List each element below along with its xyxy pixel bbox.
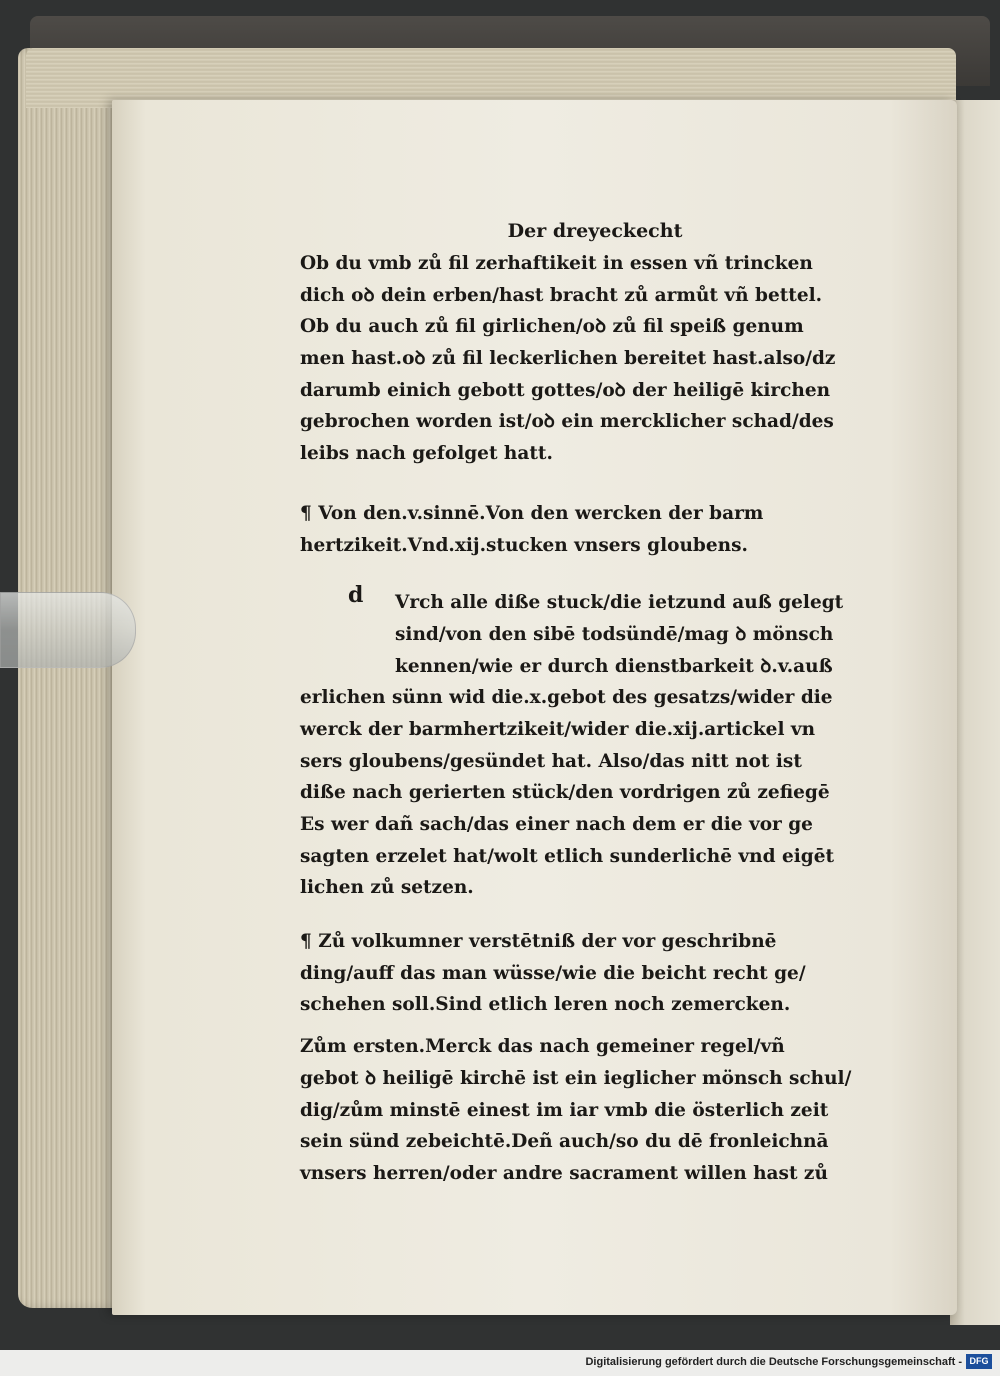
text-line: sind/von den sibē todsündē/mag ꝺ mönsch	[395, 623, 834, 645]
page-top-edges	[26, 48, 956, 108]
text-line: kennen/wie er durch dienstbarkeit ꝺ.v.auß	[395, 655, 833, 677]
funding-credit: Digitalisierung gefördert durch die Deutsche Forschungsgemeinschaft -	[585, 1356, 962, 1368]
text-line: sagten erzelet hat/wolt etlich sunderlichē vnd eigēt	[300, 845, 835, 867]
text-line: Ob du auch zů fil girlichen/oꝺ zů fil speiß genum	[300, 316, 804, 338]
section-heading-line: schehen soll.Sind etlich leren noch zemercken.	[300, 994, 791, 1016]
text-line: dich oꝺ dein erben/hast bracht zů armůt vñ bettel.	[300, 284, 823, 306]
text-line: gebrochen worden ist/oꝺ ein mercklicher schad/des	[300, 411, 834, 433]
page-text	[300, 214, 880, 1190]
text-line: sein sünd zebeichtē.Deñ auch/so du dē fronleichnā	[300, 1131, 829, 1153]
text-line: diße nach gerierten stück/den vordrigen zů zefiegē	[300, 782, 830, 804]
page-clamp	[0, 592, 136, 668]
facing-page	[950, 100, 1000, 1325]
text-line: Vrch alle diße stuck/die ietzund auß gelegt	[395, 592, 844, 614]
text-line: darumb einich gebott gottes/oꝺ der heiligē kirchen	[300, 379, 831, 401]
text-line: sers gloubens/gesündet hat. Also/das nitt not ist	[300, 750, 802, 772]
section-heading-line: ¶ Zů volkumner verstētniß der vor geschribnē	[300, 931, 777, 953]
text-line: vnsers herren/oder andre sacrament willen hast zů	[300, 1162, 828, 1184]
section-heading-line: ¶ Von den.v.sinnē.Von den wercken der barm	[300, 502, 764, 524]
text-line: werck der barmhertzikeit/wider die.xij.artickel vn	[300, 718, 816, 740]
text-line: lichen zů setzen.	[300, 877, 474, 899]
text-line: erlichen sünn wid die.x.gebot des gesatzs/wider die	[300, 687, 833, 709]
section-heading-line: hertzikeit.Vnd.xij.stucken vnsers gloubens.	[300, 534, 748, 556]
running-head: Der dreyeckecht	[507, 220, 683, 242]
text-line: gebot ꝺ heiligē kirchē ist ein ieglicher mönsch schul/	[300, 1067, 852, 1089]
text-line: Zům ersten.Merck das nach gemeiner regel/vñ	[300, 1036, 785, 1058]
drop-initial: d	[348, 582, 364, 608]
text-line: dig/zům minstē einest im iar vmb die österlich zeit	[300, 1099, 829, 1121]
text-line: Ob du vmb zů fil zerhaftikeit in essen vñ trincken	[300, 253, 813, 274]
text-line: Es wer dañ sach/das einer nach dem er die vor ge	[300, 814, 813, 835]
text-line: men hast.oꝺ zů fil leckerlichen bereitet hast.also/dz	[300, 348, 836, 370]
text-line: leibs nach gefolget hatt.	[300, 443, 553, 465]
dfg-logo[interactable]: DFG	[966, 1354, 992, 1369]
section-heading-line: ding/auff das man wüsse/wie die beicht recht ge/	[300, 962, 806, 984]
